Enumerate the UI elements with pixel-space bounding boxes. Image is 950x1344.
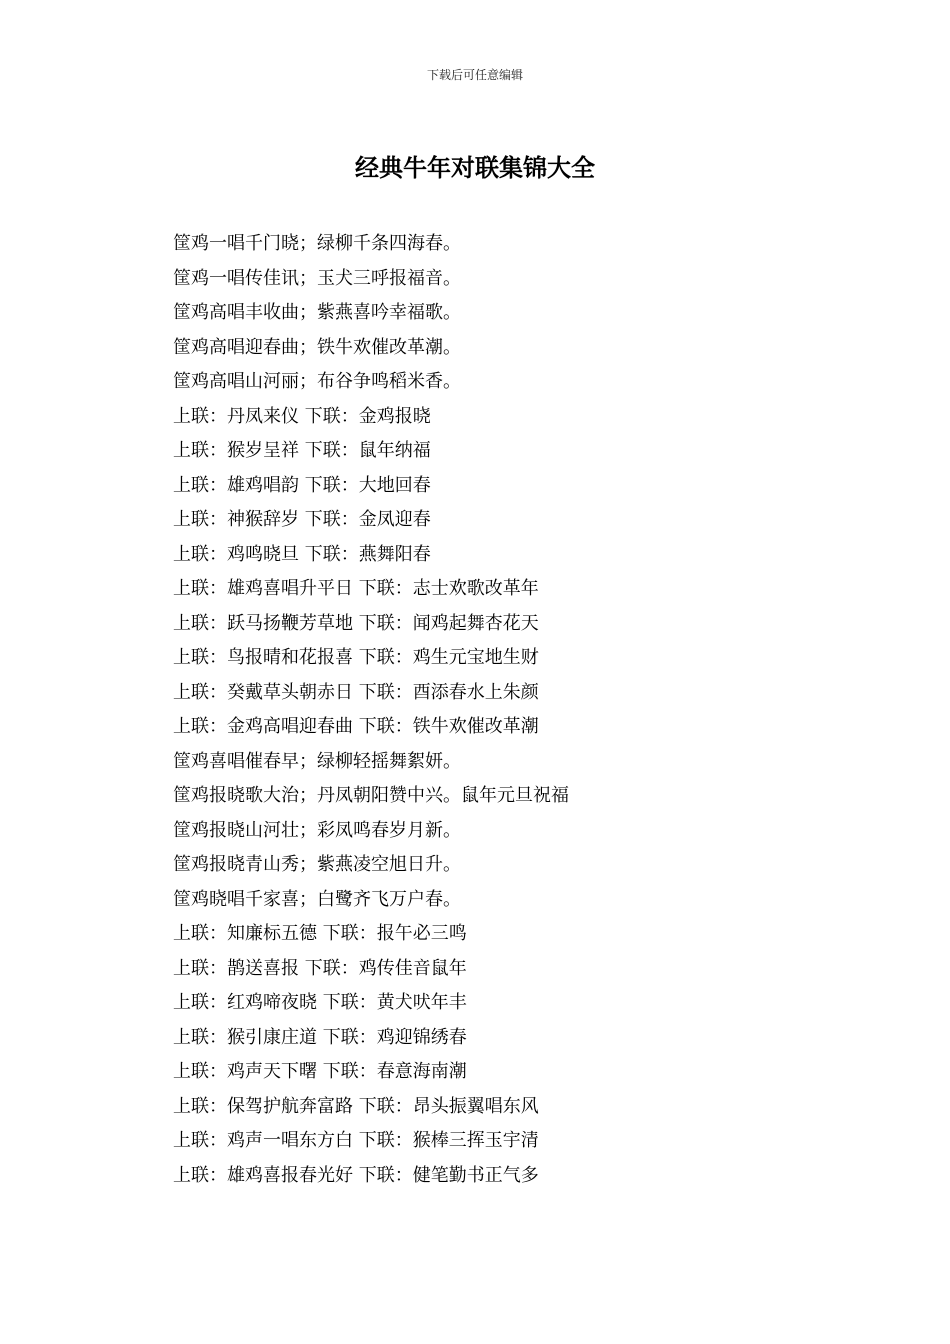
- couplet-line: 上联：癸戴草头朝赤日 下联：酉添春水上朱颜: [173, 681, 539, 703]
- couplet-line: 上联：知廉标五德 下联：报午必三鸣: [173, 923, 467, 944]
- couplet-line: 筐鸡高唱山河丽；布谷争鸣稻米香。: [173, 371, 461, 392]
- couplet-line: 上联：鸡声一唱东方白 下联：猴棒三挥玉宇清: [173, 1130, 539, 1151]
- document-title: 经典牛年对联集锦大全: [355, 154, 595, 182]
- page-header-note: 下载后可任意编辑: [426, 68, 523, 82]
- couplet-line: 筐鸡报晓山河壮；彩凤鸣春岁月新。: [173, 819, 461, 841]
- couplet-line: 筐鸡高唱丰收曲；紫燕喜吟幸福歌。: [173, 302, 461, 323]
- couplet-line: 上联：鸡声天下曙 下联：春意海南潮: [173, 1061, 467, 1082]
- couplet-line: 上联：雄鸡唱韵 下联：大地回春: [173, 474, 431, 496]
- couplet-line: 筐鸡高唱迎春曲；铁牛欢催改革潮。: [173, 336, 461, 358]
- couplet-line: 上联：鸡鸣晓旦 下联：燕舞阳春: [173, 543, 431, 565]
- couplet-line: 筐鸡喜唱催春早；绿柳轻摇舞絮妍。: [173, 750, 461, 772]
- couplet-line: 上联：红鸡啼夜晓 下联：黄犬吠年丰: [173, 992, 467, 1013]
- couplet-line: 筐鸡一唱传佳讯；玉犬三呼报福音。: [173, 267, 461, 289]
- couplet-line: 上联：雄鸡喜报春光好 下联：健笔勤书正气多: [173, 1164, 539, 1186]
- couplet-line: 筐鸡晓唱千家喜；白鹭齐飞万户春。: [173, 888, 461, 910]
- couplet-line: 筐鸡一唱千门晓；绿柳千条四海春。: [173, 233, 461, 254]
- couplet-line: 上联：猴岁呈祥 下联：鼠年纳福: [173, 440, 431, 461]
- couplet-line: 上联：雄鸡喜唱升平日 下联：志士欢歌改革年: [173, 578, 539, 599]
- couplet-line: 上联：丹凤来仪 下联：金鸡报晓: [173, 405, 431, 427]
- couplet-line: 筐鸡报晓歌大治；丹凤朝阳赞中兴。鼠年元旦祝福: [173, 785, 569, 806]
- couplet-line: 上联：金鸡高唱迎春曲 下联：铁牛欢催改革潮: [173, 716, 539, 737]
- couplet-line: 上联：保驾护航奔富路 下联：昂头振翼唱东风: [173, 1095, 539, 1117]
- couplet-line: 筐鸡报晓青山秀；紫燕凌空旭日升。: [173, 854, 461, 875]
- couplet-line: 上联：神猴辞岁 下联：金凤迎春: [173, 509, 431, 530]
- couplet-line: 上联：鹊送喜报 下联：鸡传佳音鼠年: [173, 957, 467, 979]
- couplet-line: 上联：跃马扬鞭芳草地 下联：闻鸡起舞杏花天: [173, 612, 539, 634]
- couplet-line: 上联：鸟报晴和花报喜 下联：鸡生元宝地生财: [173, 647, 539, 668]
- couplet-line: 上联：猴引康庄道 下联：鸡迎锦绣春: [173, 1026, 467, 1048]
- couplet-list: [173, 227, 873, 1193]
